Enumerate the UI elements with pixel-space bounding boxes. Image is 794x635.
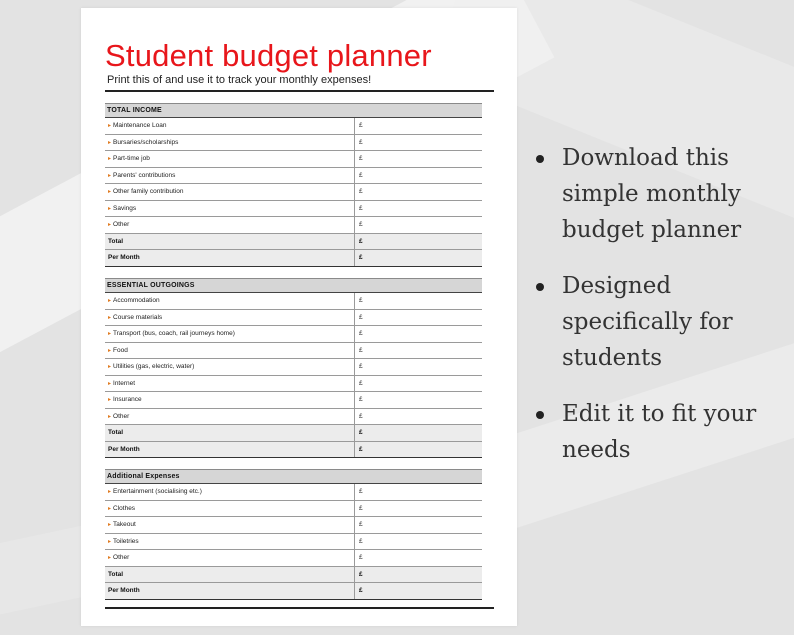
table-row [105, 217, 482, 234]
row-label [105, 151, 355, 167]
row-label [105, 293, 355, 309]
amount-field[interactable]: £ [359, 379, 363, 387]
table-row [105, 310, 482, 327]
total-row [105, 234, 482, 251]
table-row [105, 168, 482, 185]
row-label-text: Per Month [108, 254, 140, 261]
section-total-income [105, 103, 482, 267]
arrow-bullet-icon: ▸ [108, 555, 112, 561]
total-row [105, 567, 482, 584]
arrow-bullet-icon: ▸ [108, 347, 112, 354]
row-label [105, 484, 355, 500]
table-row [105, 392, 482, 409]
amount-field[interactable]: £ [359, 254, 363, 261]
arrow-bullet-icon: ▸ [108, 489, 112, 495]
arrow-bullet-icon: ▸ [108, 123, 112, 129]
row-label-text: Toiletries [113, 537, 139, 545]
row-label [105, 135, 355, 151]
arrow-bullet-icon: ▸ [108, 172, 112, 179]
arrow-bullet-icon: ▸ [108, 205, 112, 212]
section-header: ESSENTIAL OUTGOINGS [105, 278, 482, 293]
top-divider [105, 90, 494, 92]
row-label [105, 442, 355, 458]
row-label-text: Takeout [113, 521, 136, 528]
row-label-text: Transport (bus, coach, rail journeys home) [113, 330, 235, 337]
row-label-text: Entertainment (socialising etc.) [113, 488, 202, 495]
amount-field[interactable]: £ [359, 412, 363, 420]
amount-field[interactable]: £ [359, 313, 363, 321]
row-label-text: Other [113, 412, 130, 420]
amount-field[interactable]: £ [359, 188, 363, 195]
table-row [105, 118, 482, 135]
amount-field[interactable]: £ [359, 429, 363, 436]
table-row [105, 484, 482, 501]
amount-field[interactable]: £ [359, 122, 363, 129]
total-row [105, 442, 482, 459]
row-label-text: Total [108, 429, 124, 436]
row-label [105, 517, 355, 533]
row-label-text: Other family contribution [113, 188, 184, 195]
arrow-bullet-icon: ▸ [108, 413, 112, 420]
row-label [105, 250, 355, 266]
row-label [105, 168, 355, 184]
row-label [105, 550, 355, 566]
row-label [105, 409, 355, 425]
planner-sheet [81, 8, 517, 626]
total-row [105, 425, 482, 442]
row-label [105, 310, 355, 326]
arrow-bullet-icon: ▸ [108, 222, 112, 228]
total-row [105, 250, 482, 267]
amount-field[interactable]: £ [359, 346, 363, 354]
row-label-text: Part-time job [113, 155, 150, 162]
table-row [105, 343, 482, 360]
table-row [105, 201, 482, 218]
bullet-dot-icon [536, 283, 544, 291]
row-label [105, 425, 355, 441]
arrow-bullet-icon: ▸ [108, 522, 112, 528]
row-label [105, 583, 355, 599]
arrow-bullet-icon: ▸ [108, 139, 112, 146]
table-row [105, 517, 482, 534]
feature-item [536, 268, 776, 376]
row-label-text: Other [113, 221, 130, 228]
page-title: Student budget planner [105, 38, 432, 73]
section-header: TOTAL INCOME [105, 103, 482, 118]
amount-field[interactable]: £ [359, 204, 363, 212]
row-label-text: Bursaries/scholarships [113, 138, 179, 146]
amount-field[interactable]: £ [359, 587, 363, 594]
row-label [105, 392, 355, 408]
arrow-bullet-icon: ▸ [108, 298, 112, 304]
arrow-bullet-icon: ▸ [108, 538, 112, 545]
bullet-dot-icon [536, 155, 544, 163]
row-label [105, 184, 355, 200]
amount-field[interactable]: £ [359, 537, 363, 545]
row-label-text: Parents' contributions [113, 171, 176, 179]
feature-item [536, 140, 776, 248]
feature-text: Edit it to fit your needs [562, 401, 757, 463]
row-label-text: Clothes [113, 504, 136, 512]
page-subtitle: Print this of and use it to track your monthly expenses! [107, 74, 372, 86]
row-label-text: Course materials [113, 313, 163, 321]
amount-field[interactable]: £ [359, 554, 363, 561]
arrow-bullet-icon: ▸ [108, 505, 112, 512]
amount-field[interactable]: £ [359, 330, 363, 337]
table-row [105, 534, 482, 551]
amount-field[interactable]: £ [359, 171, 363, 179]
row-label-text: Insurance [113, 396, 142, 403]
row-label [105, 534, 355, 550]
row-label-text: Savings [113, 204, 137, 212]
amount-field[interactable]: £ [359, 488, 363, 495]
amount-field[interactable]: £ [359, 155, 363, 162]
row-label-text: Food [113, 346, 128, 354]
row-label [105, 501, 355, 517]
row-label [105, 376, 355, 392]
row-label [105, 217, 355, 233]
row-label-text: Per Month [108, 445, 140, 453]
table-row [105, 501, 482, 518]
amount-field[interactable]: £ [359, 396, 363, 403]
section-header: Additional Expenses [105, 469, 482, 484]
row-label-text: Total [108, 237, 124, 245]
feature-text: Designed specifically for students [562, 273, 733, 371]
amount-field[interactable]: £ [359, 504, 363, 512]
feature-text: Download this simple monthly budget planner [562, 145, 742, 243]
arrow-bullet-icon: ▸ [108, 189, 112, 195]
amount-field[interactable]: £ [359, 363, 363, 370]
row-label [105, 359, 355, 375]
arrow-bullet-icon: ▸ [108, 364, 112, 370]
section-additional-expenses [105, 469, 482, 600]
row-label [105, 234, 355, 250]
row-label-text: Per Month [108, 587, 140, 594]
bottom-divider [105, 607, 494, 609]
table-row [105, 376, 482, 393]
feature-list [536, 140, 776, 488]
arrow-bullet-icon: ▸ [108, 156, 112, 162]
table-row [105, 135, 482, 152]
amount-field[interactable]: £ [359, 237, 363, 245]
row-label [105, 326, 355, 342]
table-row [105, 409, 482, 426]
row-label-text: Utilities (gas, electric, water) [113, 363, 195, 370]
arrow-bullet-icon: ▸ [108, 331, 112, 337]
amount-field[interactable]: £ [359, 521, 363, 528]
amount-field[interactable]: £ [359, 221, 363, 228]
section-essential-outgoings [105, 278, 482, 458]
bullet-dot-icon [536, 411, 544, 419]
row-label-text: Maintenance Loan [113, 122, 167, 129]
row-label [105, 567, 355, 583]
row-label [105, 343, 355, 359]
row-label-text: Total [108, 570, 124, 578]
table-row [105, 359, 482, 376]
row-label-text: Other [113, 554, 130, 561]
feature-item [536, 396, 776, 468]
row-label [105, 118, 355, 134]
arrow-bullet-icon: ▸ [108, 397, 112, 403]
row-label-text: Internet [113, 379, 136, 387]
table-row [105, 184, 482, 201]
amount-field[interactable]: £ [359, 297, 363, 304]
table-row [105, 326, 482, 343]
amount-field[interactable]: £ [359, 445, 363, 453]
amount-field[interactable]: £ [359, 138, 363, 146]
amount-field[interactable]: £ [359, 570, 363, 578]
total-row [105, 583, 482, 600]
table-row [105, 151, 482, 168]
arrow-bullet-icon: ▸ [108, 314, 112, 321]
row-label-text: Accommodation [113, 297, 160, 304]
arrow-bullet-icon: ▸ [108, 380, 112, 387]
row-label [105, 201, 355, 217]
table-row [105, 293, 482, 310]
table-row [105, 550, 482, 567]
